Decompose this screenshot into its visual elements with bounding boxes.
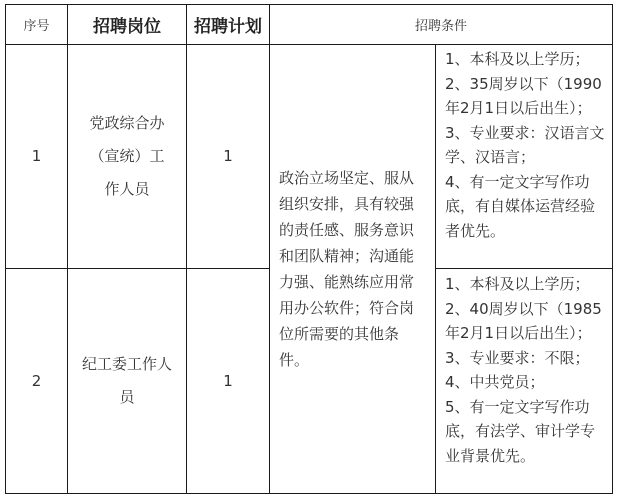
row-2-position: 纪工委工作人员	[81, 355, 172, 406]
table-border-right	[612, 4, 613, 494]
requirement-item: 1、本科及以上学历；	[445, 275, 590, 293]
requirement-item: 5、有一定文字写作功底，有法学、审计学专业背景优先。	[445, 397, 596, 465]
requirement-item: 2、40周岁以下（1985年2月1日以后出生）；	[445, 299, 602, 342]
requirement-item: 2、35周岁以下（1990年2月1日以后出生）；	[445, 74, 602, 117]
requirement-item: 4、中共党员；	[445, 373, 545, 391]
row-divider-right	[435, 268, 613, 269]
header-plan: 招聘计划	[194, 17, 262, 37]
row-1-plan: 1	[223, 147, 233, 165]
header-conditions: 招聘条件	[414, 19, 467, 34]
header-index: 序号	[23, 19, 50, 34]
requirement-item: 3、专业要求：汉语言文学、汉语言；	[445, 123, 605, 166]
table-border-bottom	[5, 493, 613, 494]
row-1-position: 党政综合办（宣统）工作人员	[89, 114, 165, 198]
row-1-index: 1	[31, 147, 42, 165]
requirement-item: 4、有一定文字写作功底，有自媒体运营经验者优先。	[445, 172, 596, 240]
requirement-item: 3、专业要求：不限；	[445, 348, 590, 367]
shared-condition-text: 政治立场坚定、服从组织安排，具有较强的责任感、服务意识和团队精神；沟通能力强、能熟练应用常用办公软件；符合岗位所需要的其他条件。	[279, 169, 415, 369]
header-position: 招聘岗位	[93, 17, 161, 37]
row-1-requirements	[436, 47, 612, 268]
shared-condition-cell	[270, 45, 435, 493]
recruitment-table	[5, 4, 613, 494]
row-2-requirements	[436, 272, 612, 493]
row-2-plan: 1	[223, 371, 233, 390]
requirement-item: 1、本科及以上学历；	[445, 50, 590, 68]
row-2-index: 2	[31, 371, 42, 390]
